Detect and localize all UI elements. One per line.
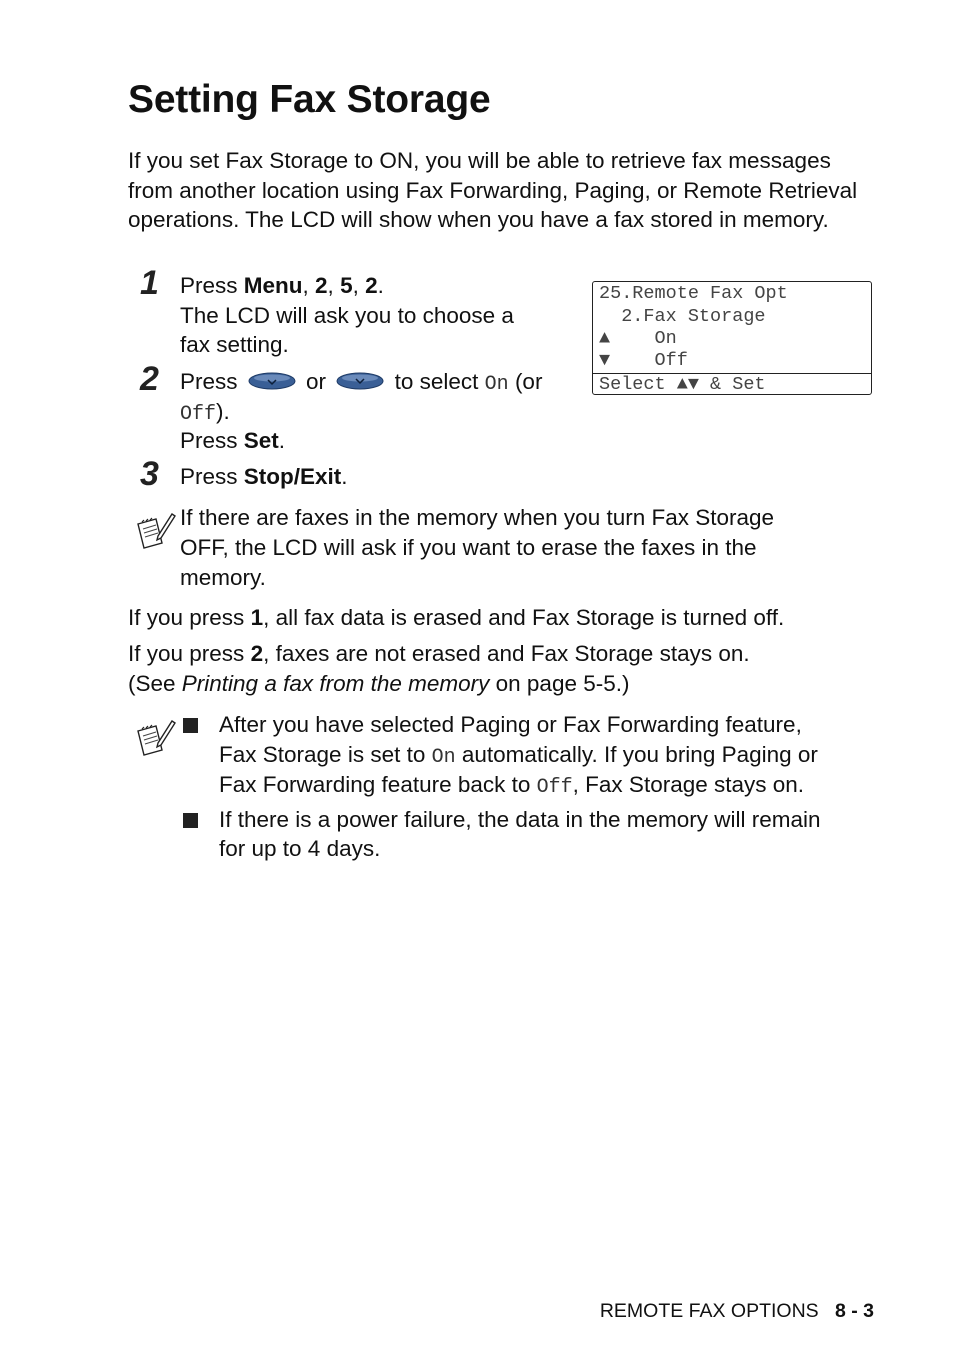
step-number: 2 [140, 360, 159, 398]
page-number: 8 - 3 [834, 1300, 874, 1322]
see-reference: (See Printing a fax from the memory on page 5-5.) [128, 671, 630, 696]
note-2-bullet-1-line-2: Fax Storage is set to On automatically. If you bring Paging or [219, 742, 818, 769]
step-1-line-1: Press Menu, 2, 5, 2. [180, 273, 384, 298]
note-1-line-2: OFF, the LCD will ask if you want to erase the faxes in the [180, 535, 757, 560]
note-1-line-3: memory. [180, 565, 266, 590]
note-pencil-icon [134, 717, 176, 762]
press-2-paragraph: If you press 2, faxes are not erased and Fax Storage stays on. [128, 641, 750, 666]
navigation-left-key-icon [248, 368, 296, 398]
note-1-line-1: If there are faxes in the memory when you turn Fax Storage [180, 505, 775, 530]
step-2-line-1: Press or to select On (or [180, 369, 543, 396]
page-footer [600, 1300, 874, 1323]
lcd-line: ▼ Off [599, 350, 688, 371]
step-3-line-1: Press Stop/Exit. [180, 464, 348, 489]
navigation-right-key-icon [336, 368, 384, 398]
intro-paragraph: If you set Fax Storage to ON, you will be able to retrieve fax messages from another location using Fax Forwarding, Paging, or Remote Retrieval operations. The LCD will show when you have a fax stored in memory. [128, 148, 858, 232]
bullet-square-icon [183, 718, 198, 733]
lcd-line: 25.Remote Fax Opt [599, 283, 788, 304]
note-2-bullet-1-line-3: Fax Forwarding feature back to Off, Fax Storage stays on. [219, 772, 805, 799]
step-number: 1 [140, 264, 159, 302]
step-2-line-2: Off). [180, 399, 230, 426]
note-pencil-icon [134, 510, 176, 555]
note-2-bullet-2-line-2: for up to 4 days. [219, 836, 381, 861]
bullet-square-icon [183, 813, 198, 828]
lcd-line: 2.Fax Storage [599, 306, 766, 327]
note-2-bullet-2-line-1: If there is a power failure, the data in the memory will remain [219, 807, 821, 832]
press-1-paragraph: If you press 1, all fax data is erased and Fax Storage is turned off. [128, 605, 785, 630]
note-2-bullet-1-line-1: After you have selected Paging or Fax Forwarding feature, [219, 712, 802, 737]
step-number: 3 [140, 455, 159, 493]
lcd-line: Select ▲▼ & Set [599, 374, 766, 395]
cross-reference-link: Printing a fax from the memory [181, 671, 490, 696]
page-title: Setting Fax Storage [128, 78, 491, 121]
step-1-line-2: The LCD will ask you to choose a [180, 303, 514, 328]
footer-section: REMOTE FAX OPTIONS [599, 1300, 819, 1322]
step-1-line-3: fax setting. [180, 332, 289, 357]
step-2-line-3: Press Set. [180, 428, 286, 453]
lcd-line: ▲ On [599, 328, 677, 349]
lcd-display [592, 281, 872, 395]
